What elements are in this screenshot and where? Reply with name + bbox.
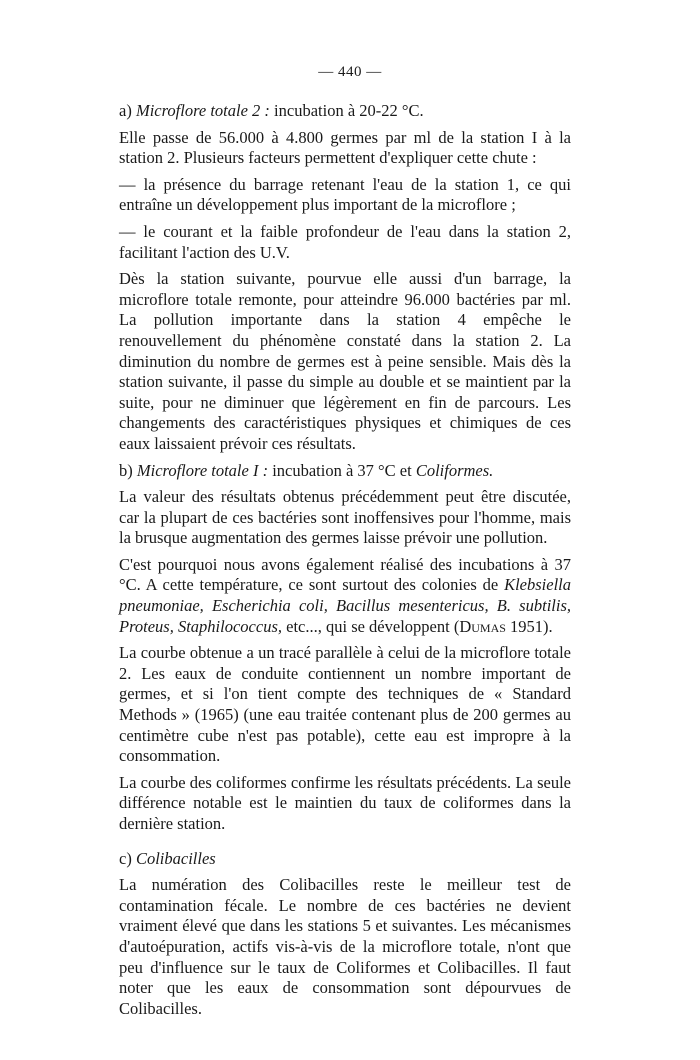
section-b-heading	[119, 461, 571, 482]
section-a-title: Microflore totale 2 :	[135, 101, 270, 120]
section-c-title: Colibacilles	[135, 848, 216, 868]
section-c-label: c)	[119, 848, 136, 868]
section-a-heading-rest: incubation à 20-22 °C.	[269, 101, 424, 120]
section-b-paragraph-1: La valeur des résultats obtenus précédemment peut être discutée, car la plupart de ces bactéries sont inoffensives pour l'homme, mais la brusque augmentation des germes laisse prévoir une pollution.	[119, 487, 571, 548]
section-b-title-2: Coliformes.	[415, 460, 494, 480]
section-b-label: b)	[119, 460, 137, 480]
section-a-paragraph-2: Dès la station suivante, pourvue elle aussi d'un barrage, la microflore totale remonte, pour atteindre 96.000 bactéries par ml. La pollution importante dans la station 4 empêche le renouvellement du phénomène constaté dans la station 2. La diminution du nombre de germes est à peine sensible. Mais dès la station suivante, il passe du simple au double et se maintient par la suite, pour ne diminuer que légèrement en fin de parcours. Les changements des caractéristiques physiques et chimiques de ces eaux laissaient prévoir ces résultats.	[119, 269, 571, 453]
section-a-dash-item-2: — le courant et la faible profondeur de l'eau dans la station 2, facilitant l'action des U.V.	[119, 221, 571, 262]
section-a-paragraph-1: Elle passe de 56.000 à 4.800 germes par ml de la station I à la station 2. Plusieurs facteurs permettent d'expliquer cette chute :	[119, 127, 571, 168]
section-a-label: a)	[119, 101, 136, 120]
section-b-author: Dumas	[459, 616, 506, 636]
section-c-paragraph-1: La numération des Colibacilles reste le meilleur test de contamination fécale. Le nombre de ces bactéries ne devient vraiment élevé que dans les stations 5 et suivantes. Les mécanismes d'autoépuration, actifs vis-à-vis de la microflore totale, n'ont que peu d'influence sur le taux de Coliformes et Colibacilles. Il faut noter que les eaux de consommation sont dépourvues de Colibacilles.	[119, 875, 571, 1018]
section-b-paragraph-2-c: 1951).	[505, 616, 553, 636]
page-number: — 440 —	[318, 64, 382, 80]
section-a-heading	[119, 101, 571, 122]
section-b-paragraph-2-a: C'est pourquoi nous avons également réalisé des incubations à 37 °C. A cette température, ce sont surtout des colonies de	[119, 554, 571, 595]
section-a-dash-item-1: — la présence du barrage retenant l'eau de la station 1, ce qui entraîne un développement plus important de la microflore ;	[119, 174, 571, 215]
section-b-paragraph-2	[119, 555, 571, 637]
section-c-heading	[119, 849, 571, 870]
section-b-paragraph-2-b: etc..., qui se développent (	[282, 616, 460, 636]
section-b-species-list: Klebsiella pneumoniae, Escherichia coli, Bacillus mesentericus, B. subtilis, Proteus, Staphilococcus,	[119, 575, 571, 636]
section-b-heading-mid: incubation à 37 °C et	[268, 460, 416, 480]
section-b-paragraph-3: La courbe obtenue a un tracé parallèle à celui de la microflore totale 2. Les eaux de conduite contiennent un nombre important de germes, et si l'on tient compte des techniques de « Standard Methods » (1965) (une eau traitée contenant plus de 200 germes au centimètre cube n'est pas potable), cette eau est impropre à la consommation.	[119, 643, 571, 766]
page-body	[119, 101, 571, 1025]
section-b-paragraph-4: La courbe des coliformes confirme les résultats précédents. La seule différence notable est le maintien du taux de coliformes dans la dernière station.	[119, 772, 571, 833]
section-b-title: Microflore totale I :	[136, 460, 269, 480]
